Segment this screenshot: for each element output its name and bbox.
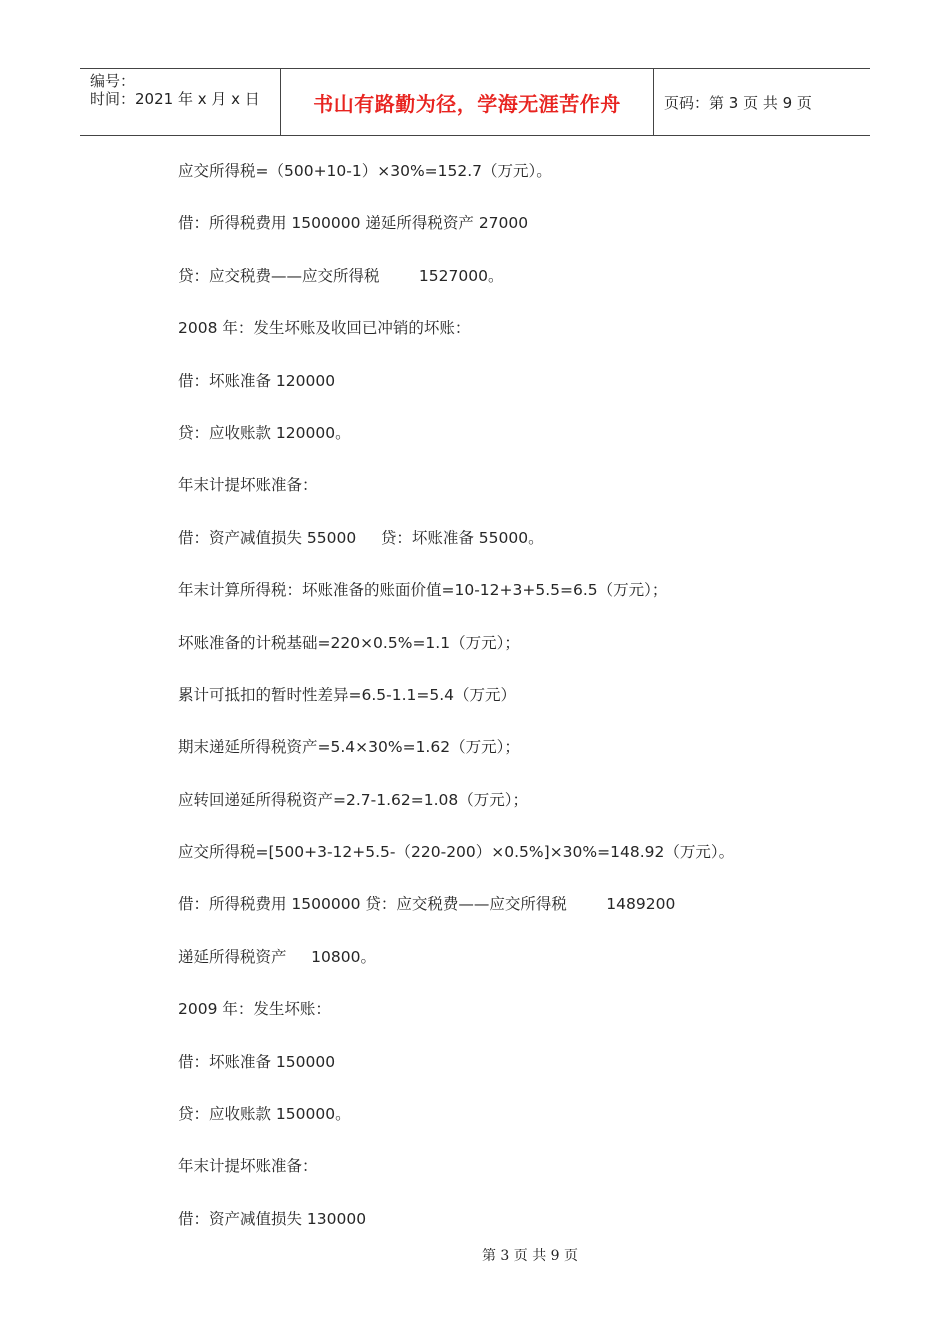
page-footer	[0, 1245, 950, 1265]
text-line: 累计可抵扣的暂时性差异=6.5-1.1=5.4（万元）	[178, 685, 517, 704]
text-line: 贷：应收账款 120000。	[178, 423, 351, 442]
text-line: 应交所得税=（500+10-1）×30%=152.7（万元）。	[178, 162, 552, 180]
text-line: 借：所得税费用 1500000 贷：应交税费——应交所得税 1489200	[178, 895, 676, 914]
footer-page-number: 第 3 页 共 9 页	[481, 1248, 579, 1264]
text-line: 年末计提坏账准备：	[178, 1157, 318, 1176]
text-line: 借：所得税费用 1500000 递延所得税资产 27000	[178, 214, 529, 233]
text-line: 贷：应交税费——应交所得税 1527000。	[178, 266, 504, 285]
text-line: 2008 年：发生坏账及收回已冲销的坏账：	[178, 319, 471, 338]
document-number-label: 编号：	[90, 72, 136, 90]
header-meta	[80, 69, 281, 135]
page-header	[80, 68, 870, 136]
text-line: 应交所得税=[500+3-12+5.5-（220-200）×0.5%]×30%=148.92（万元）。	[178, 843, 735, 862]
text-line: 贷：应收账款 150000。	[178, 1105, 351, 1124]
text-line: 年末计算所得税：坏账准备的账面价值=10-12+3+5.5=6.5（万元）；	[178, 581, 668, 600]
document-body	[178, 158, 858, 1258]
header-page-info: 页码：第 3 页 共 9 页	[664, 93, 812, 112]
header-motto: 书山有路勤为径，学海无涯苦作舟	[281, 69, 654, 135]
text-line: 借：坏账准备 150000	[178, 1052, 336, 1071]
text-line: 借：坏账准备 120000	[178, 371, 336, 390]
text-line: 借：资产减值损失 130000	[178, 1209, 367, 1228]
text-line: 年末计提坏账准备：	[178, 476, 318, 495]
text-line: 递延所得税资产 10800。	[178, 947, 376, 966]
text-line: 借：资产减值损失 55000 贷：坏账准备 55000。	[178, 528, 544, 547]
document-date-label: 时间：2021 年 x 月 x 日	[90, 90, 260, 108]
text-line: 期末递延所得税资产=5.4×30%=1.62（万元）；	[178, 738, 520, 757]
text-line: 坏账准备的计税基础=220×0.5%=1.1（万元）；	[178, 633, 520, 652]
text-line: 2009 年：发生坏账：	[178, 1000, 331, 1019]
text-line: 应转回递延所得税资产=2.7-1.62=1.08（万元）；	[178, 790, 528, 809]
